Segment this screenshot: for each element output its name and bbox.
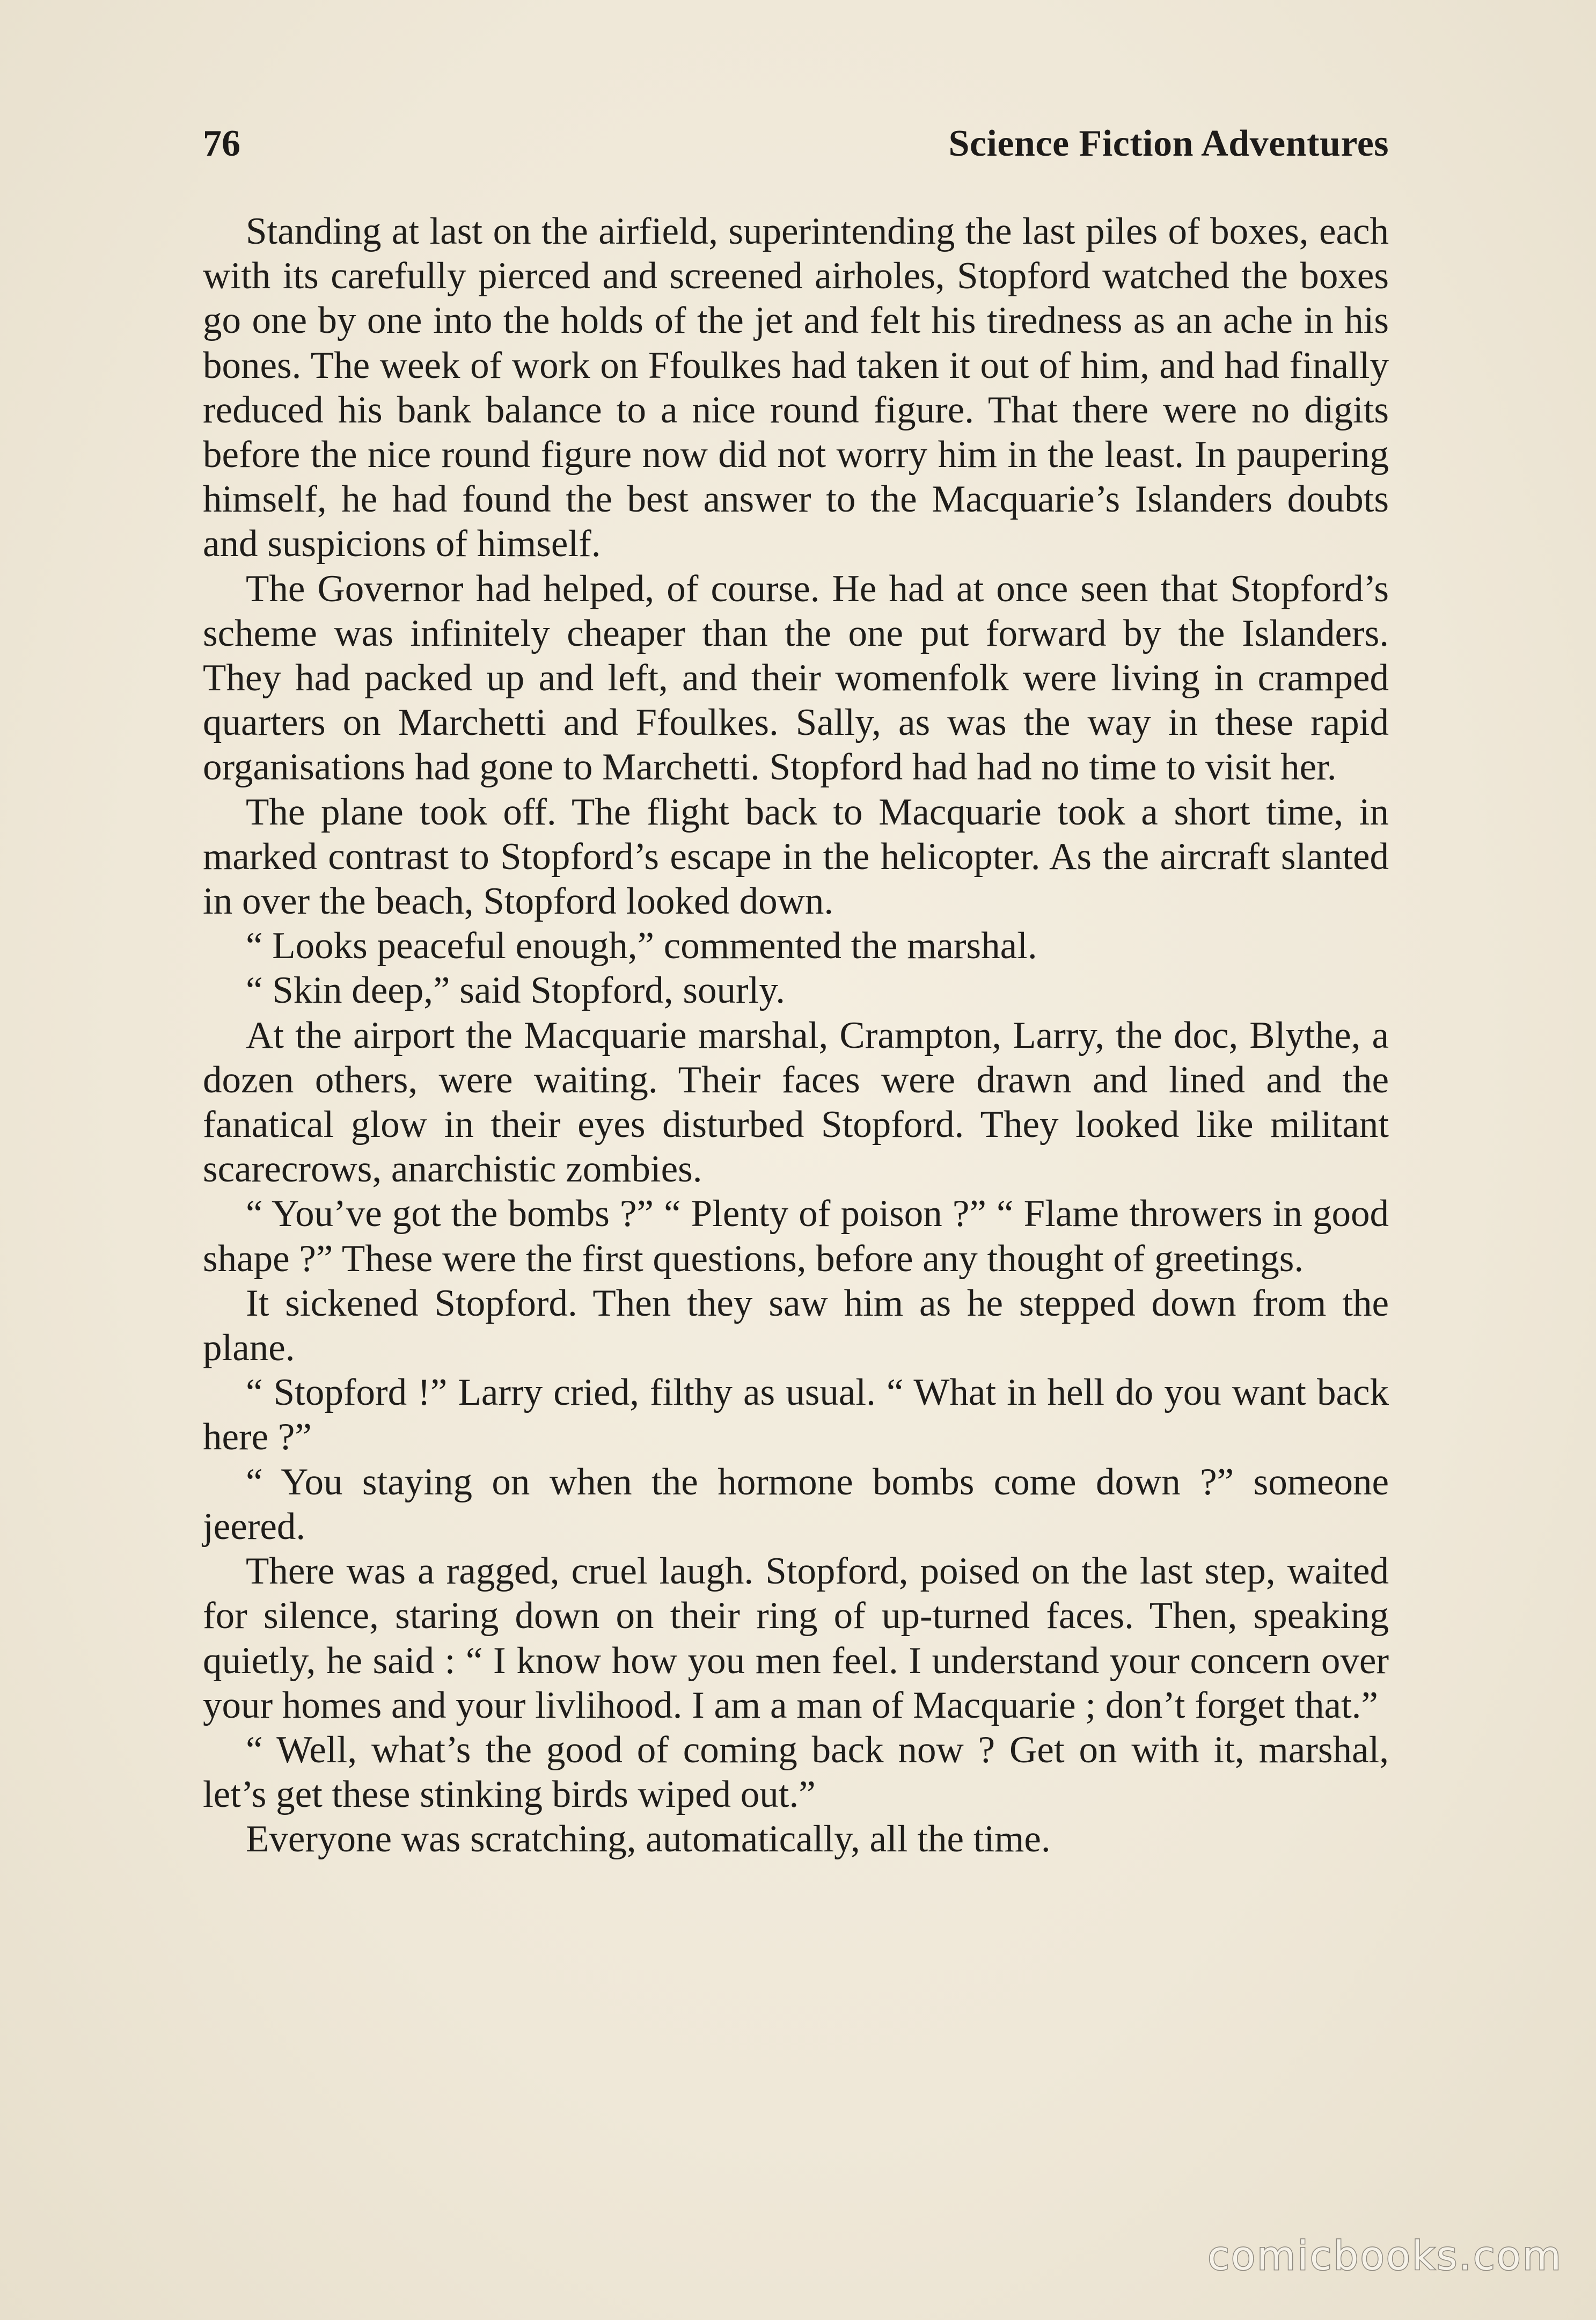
paragraph: “ You staying on when the hormone bombs come down ?” someone jeered. [203,1461,1389,1548]
paragraph: The Governor had helped, of course. He had at once seen that Stopford’s scheme was infinitely cheaper than the one put forward by the Islanders. They had packed up and left, and their womenfolk were living in cramped quarters on Marchetti and Ffoulkes. Sally, as was the way in these rapid organisations had gone to Marchetti. Stopford had had no time to visit her. [203,567,1389,789]
paragraph: There was a ragged, cruel laugh. Stopford, poised on the last step, waited for silence, staring down on their ring of up-turned faces. Then, speaking quietly, he said : “ I know how you men feel. I understand your concern over your homes and your livlihood. I am a man of Macquarie ; don’t forget that.” [203,1550,1389,1726]
paragraph: Standing at last on the airfield, superintending the last piles of boxes, each with its carefully pierced and screened airholes, Stopford watched the boxes go one by one into the holds of the jet and felt his tiredness as an ache in his bones. The week of work on Ffoulkes had taken it out of him, and had finally reduced his bank balance to a nice round figure. That there were no digits before the nice round figure now did not worry him in the least. In paupering himself, he had found the best answer to the Macquarie’s Islanders doubts and suspicions of himself. [203,210,1389,565]
story-text [203,209,1389,1862]
page-number: 76 [203,123,240,164]
paragraph: “ You’ve got the bombs ?” “ Plenty of poison ?” “ Flame throwers in good shape ?” These were the first questions, before any thought of greetings. [203,1193,1389,1280]
page-header [203,122,1389,176]
paragraph: “ Well, what’s the good of coming back now ? Get on with it, marshal, let’s get these stinking birds wiped out.” [203,1728,1389,1816]
paragraph: The plane took off. The flight back to Macquarie took a short time, in marked contrast to Stopford’s escape in the helicopter. As the aircraft slanted in over the beach, Stopford looked down. [203,791,1389,923]
paragraph: “ Stopford !” Larry cried, filthy as usual. “ What in hell do you want back here ?” [203,1371,1389,1458]
paragraph: “ Skin deep,” said Stopford, sourly. [246,969,786,1012]
watermark: comicbooks.com [1207,2233,1563,2279]
running-title: Science Fiction Adventures [948,123,1389,164]
paragraph: It sickened Stopford. Then they saw him as he stepped down from the plane. [203,1282,1389,1369]
paragraph: Everyone was scratching, automatically, all the time. [246,1818,1051,1861]
paragraph: “ Looks peaceful enough,” commented the marshal. [246,925,1037,967]
paragraph: At the airport the Macquarie marshal, Crampton, Larry, the doc, Blythe, a dozen others, were waiting. Their faces were drawn and lined and the fanatical glow in their eyes disturbed Stopford. They looked like militant scarecrows, anarchistic zombies. [203,1014,1389,1191]
